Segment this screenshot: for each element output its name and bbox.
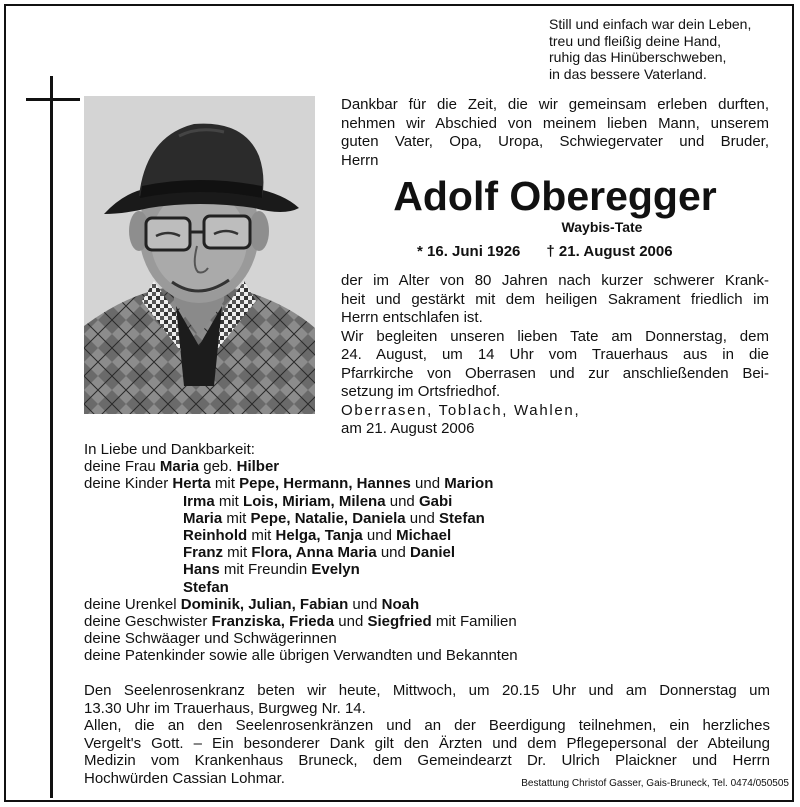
family-siblings: deine Geschwister Franziska, Frieda und Siegfried mit Familien [84,613,517,631]
family-child: Franz mit Flora, Anna Maria und Daniel [183,544,456,562]
family-child: deine Kinder Herta mit Pepe, Hermann, Hannes und Marion [84,475,494,493]
poem-line: in das bessere Vaterland. [549,65,707,82]
intro-text [341,96,769,170]
date-line: am 21. August 2006 [341,420,475,437]
family-child: Irma mit Lois, Miriam, Milena und Gabi [183,492,453,510]
body-line: 24. August, um 14 Uhr vom Trauerhaus aus in die [341,346,769,363]
body-line: der im Alter von 80 Jahren nach kurzer schwerer Krank- [341,272,769,289]
funeral-home-footer: Bestattung Christof Gasser, Gais-Bruneck, Tel. 0474/050505 [521,778,789,789]
family-list [84,441,784,665]
deceased-name: Adolf Oberegger [393,173,717,219]
announcement-text [341,272,769,439]
life-dates [417,243,673,260]
closing-line: Den Seelenrosenkranz beten wir heute, Mittwoch, um 20.15 Uhr und am Donnerstag um [84,682,770,699]
portrait-photo [84,96,315,414]
closing-line: Hochwürden Cassian Lohmar. [84,769,285,787]
birth-date: * 16. Juni 1926 [417,243,521,260]
closing-line: Vergelt's Gott. – Ein besonderer Dank gilt den Ärzten und dem Pflegepersonal der Abteilung [84,734,770,752]
family-child: Stefan [183,578,229,596]
poem-line: ruhig das Hinüberschweben, [549,49,727,65]
poem-line: Still und einfach war dein Leben, [549,16,752,32]
family-greatgrandchildren: deine Urenkel Dominik, Julian, Fabian und Noah [84,595,420,613]
body-line: heit und gestärkt mit dem heiligen Sakrament friedlich im [341,290,769,308]
closing-line: Allen, die an den Seelenrosenkränzen und an der Beerdigung teilnehmen, ein herzliches [84,717,770,734]
intro-line: guten Vater, Opa, Uropa, Schwiegervater und Bruder, [341,133,769,150]
cross-icon-vertical [50,76,53,798]
family-godchildren: deine Patenkinder sowie alle übrigen Verwandten und Bekannten [84,647,518,665]
body-line: Pfarrkirche von Oberrasen und zur anschließenden Bei- [341,364,769,382]
cross-icon-horizontal [26,98,80,101]
closing-text [84,682,770,787]
poem [549,16,789,82]
family-child: Maria mit Pepe, Natalie, Daniela und Stefan [183,509,485,527]
body-line: Herrn entschlafen ist. [341,309,483,326]
family-intro: In Liebe und Dankbarkeit: [84,441,255,458]
family-wife: deine Frau Maria geb. Hilber [84,458,280,476]
body-line: setzung im Ortsfriedhof. [341,383,501,400]
nickname: Waybis-Tate [561,219,643,235]
family-child: Reinhold mit Helga, Tanja und Michael [183,527,452,545]
body-line: Wir begleiten unseren lieben Tate am Donnerstag, dem [341,327,769,345]
poem-line: treu und fleißig deine Hand, [549,32,721,49]
places-line: Oberrasen, Toblach, Wahlen, [341,401,581,419]
intro-line: Herrn [341,151,379,169]
intro-line: Dankbar für die Zeit, die wir gemeinsam erleben durften, [341,96,769,113]
intro-line: nehmen wir Abschied von meinem lieben Mann, unserem [341,114,769,132]
family-inlaws: deine Schwäager und Schwägerinnen [84,630,337,648]
death-date: † 21. August 2006 [546,243,673,260]
closing-line: 13.30 Uhr im Trauerhaus, Burgweg Nr. 14. [84,699,366,717]
family-child: Hans mit Freundin Evelyn [183,561,360,579]
closing-line: Medizin vom Krankenhaus Bruneck, dem Gemeindearzt Dr. Ulrich Plaickner und Herrn [84,752,770,769]
